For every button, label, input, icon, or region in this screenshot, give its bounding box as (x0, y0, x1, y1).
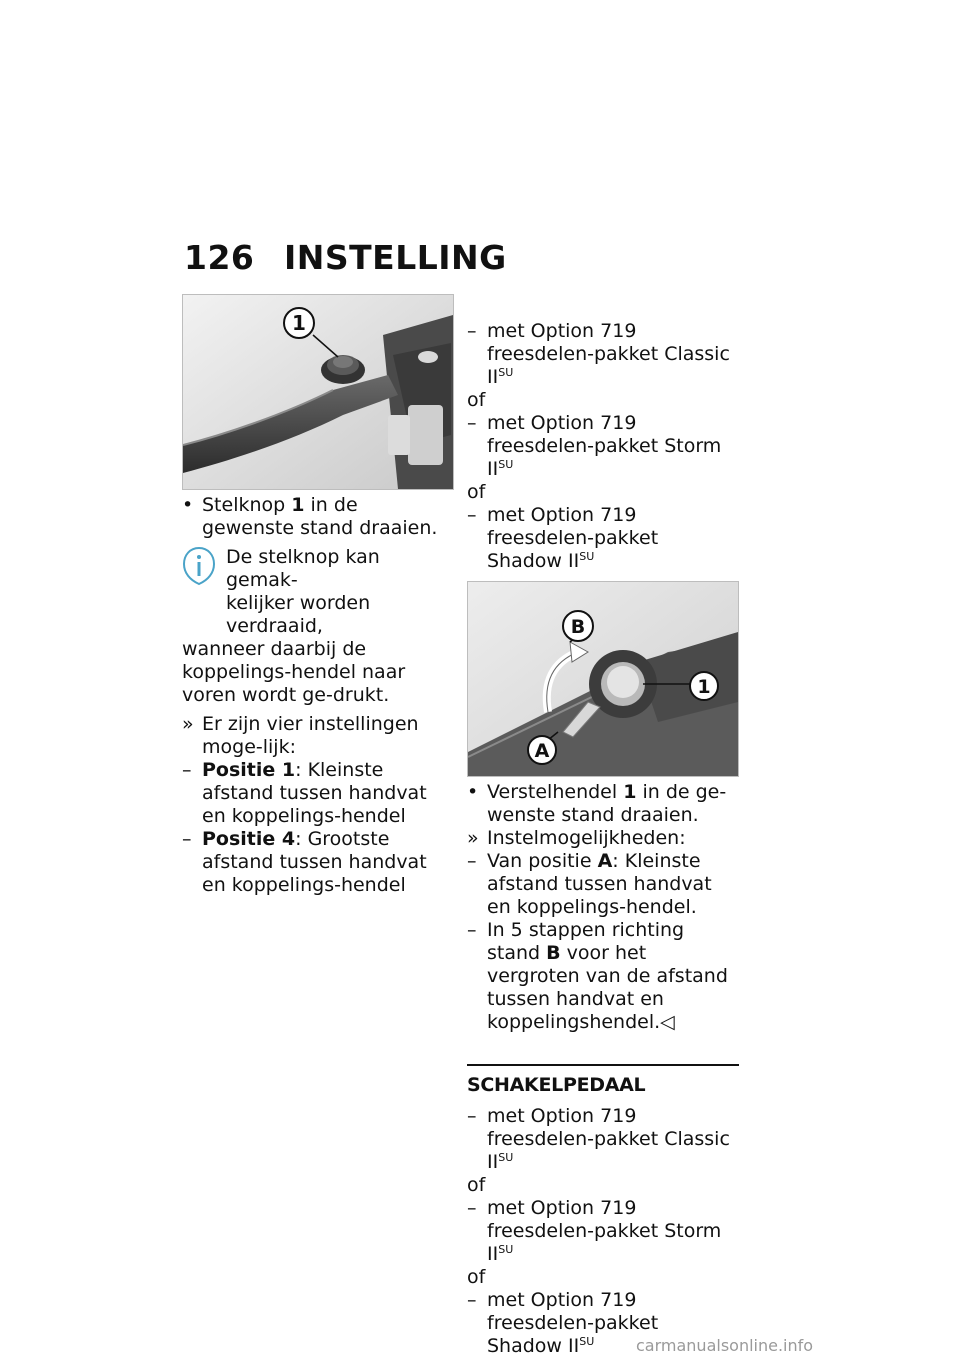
section-heading: SCHAKELPEDAAL (467, 1064, 739, 1097)
callout-1-label: 1 (697, 676, 711, 698)
option-towards-b: – In 5 stappen richting stand B voor het vergroten van de afstand tussen handvat en koppelingshendel.◁ (467, 919, 728, 1033)
step-turn-lever: • Verstelhendel 1 in de ge-wenste stand draaien. (467, 781, 727, 826)
page-header (184, 238, 507, 277)
adjuster-lever-figure (467, 581, 739, 777)
result-settings: » Er zijn vier instellingen moge-lijk: (182, 713, 419, 758)
info-text: wanneer daarbij de koppelings-hendel naar voren wordt ge-drukt. (182, 638, 406, 706)
or-text: of (467, 389, 486, 411)
page-title: INSTELLING (284, 238, 507, 277)
info-icon (182, 546, 216, 586)
option-storm: – met Option 719 freesdelen-pakket Storm $II^{SU}$ (467, 412, 722, 480)
end-marker-icon: ◁ (660, 1011, 675, 1033)
page-number: 126 (184, 238, 255, 277)
option-storm: – met Option 719 freesdelen-pakket Storm $II^{SU}$ (467, 1197, 722, 1265)
option-position-a: – Van positie A: Kleinste afstand tussen handvat en koppelings-hendel. (467, 850, 712, 918)
adjuster-knob-figure (182, 294, 454, 490)
option-shadow: – met Option 719 freesdelen-pakket Shadow $II^{SU}$ (467, 1289, 659, 1357)
options-list-bottom (467, 1105, 739, 1358)
watermark: carmanualsonline.info (636, 1336, 814, 1355)
or-text: of (467, 1174, 486, 1196)
adjuster-lever-illustration (468, 582, 738, 776)
or-text: of (467, 481, 486, 503)
clutch-lever-illustration (183, 295, 453, 489)
left-column (182, 294, 450, 897)
step-turn-knob: • Stelknop 1 in de gewenste stand draaien. (182, 494, 438, 539)
right-column (467, 320, 739, 1358)
option-position-4: – Positie 4: Grootste afstand tussen handvat en koppelings-hendel (182, 828, 427, 896)
option-shadow: – met Option 719 freesdelen-pakket Shadow $II^{SU}$ (467, 504, 659, 572)
callout-a-label: A (534, 740, 550, 762)
callout-1-label: 1 (292, 311, 306, 335)
option-position-1: – Positie 1: Kleinste afstand tussen handvat en koppelings-hendel (182, 759, 427, 827)
options-list-top (467, 320, 739, 573)
result-options: » Instelmogelijkheden: (467, 827, 686, 849)
option-classic: – met Option 719 freesdelen-pakket Classic $II^{SU}$ (467, 1105, 730, 1173)
or-text: of (467, 1266, 486, 1288)
callout-b-label: B (570, 616, 586, 638)
info-note (182, 546, 450, 707)
info-line-2: kelijker worden verdraaid, (226, 592, 371, 637)
option-classic: – met Option 719 freesdelen-pakket Classic $II^{SU}$ (467, 320, 730, 388)
info-line-1: De stelknop kan gemak- (226, 546, 380, 591)
